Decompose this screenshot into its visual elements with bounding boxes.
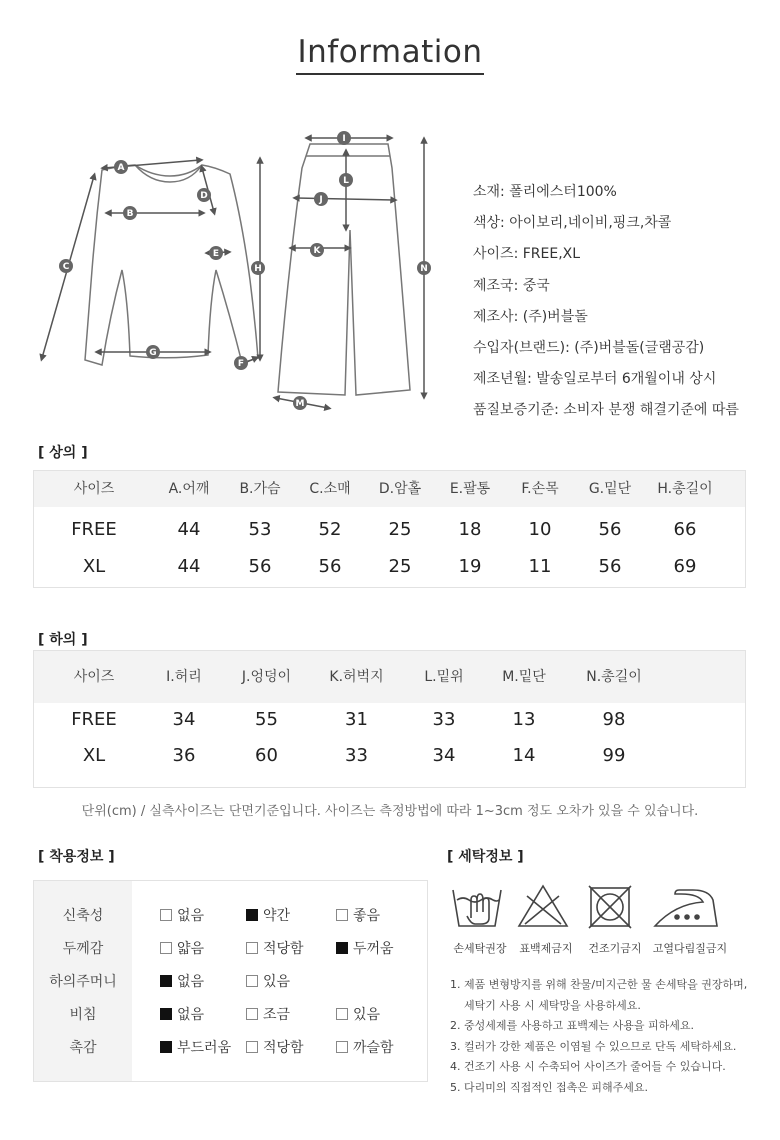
label-e [209, 246, 223, 260]
info-color: 색상: 아이보리,네이비,핑크,차콜 [473, 215, 672, 232]
label-n [417, 261, 431, 275]
top-row-xl-f: 11 [528, 556, 552, 577]
top-size-table [33, 470, 746, 588]
top-row-free-f: 10 [528, 519, 552, 540]
measurement-diagram [30, 120, 450, 420]
top-row-xl-b: 56 [248, 556, 272, 577]
bottom-header-l: L.밑위 [424, 669, 464, 685]
checkbox-checked-icon [160, 1008, 172, 1020]
info-manufacturer: 제조사: (주)버블돌 [473, 308, 588, 325]
wash-note-5: 5. 다리미의 직접적인 접촉은 피해주세요. [450, 1080, 648, 1094]
bottom-row-free-size: FREE [71, 709, 117, 730]
label-b [123, 206, 137, 220]
bottom-row-free-i: 34 [172, 709, 196, 730]
checkbox-icon [246, 1041, 258, 1053]
top-header-f: F.손목 [521, 481, 559, 497]
bottom-section-label: [ 하의 ] [38, 632, 88, 648]
svg-text:M: M [295, 399, 305, 409]
bottom-row-free-n: 98 [602, 709, 626, 730]
sheer-option-yes: 있음 [336, 1004, 380, 1024]
bottom-header-i: I.허리 [166, 669, 202, 685]
svg-text:H: H [254, 264, 262, 274]
wash-label-iron: 고열다림질금지 [652, 942, 728, 955]
hand-wash-icon [453, 890, 501, 926]
stretch-option-good: 좋음 [336, 905, 380, 925]
svg-text:A: A [117, 163, 125, 173]
bottom-header-k: K.허벅지 [329, 669, 384, 685]
thickness-option-thick: 두꺼움 [336, 938, 394, 958]
label-i [337, 131, 351, 145]
bottom-row-free-j: 55 [255, 709, 278, 730]
wear-label-sheer: 비침 [69, 1007, 97, 1023]
label-h [251, 261, 265, 275]
label-m [293, 396, 307, 410]
top-row-free-c: 52 [318, 519, 342, 540]
bottom-size-table [33, 650, 746, 788]
top-header-b: B.가슴 [239, 481, 281, 497]
svg-text:I: I [342, 134, 346, 144]
info-size: 사이즈: FREE,XL [473, 246, 581, 263]
wash-label-bleach: 표백제금지 [519, 942, 573, 955]
top-row-xl-h: 69 [673, 556, 697, 577]
iron-icon [655, 890, 717, 926]
checkbox-checked-icon [160, 1041, 172, 1053]
bottom-row-xl-size: XL [82, 745, 106, 766]
checkbox-checked-icon [246, 909, 258, 921]
label-k [310, 243, 324, 257]
wear-label-thickness: 두께감 [62, 941, 104, 957]
wear-info-table [33, 880, 428, 1082]
wear-label-stretch: 신축성 [62, 908, 104, 924]
bottom-header-size: 사이즈 [73, 669, 115, 685]
product-info-list [473, 180, 739, 430]
svg-text:K: K [313, 246, 321, 256]
top-header-a: A.어깨 [168, 481, 210, 497]
wash-note-1-cont: 세탁기 사용 시 세탁망을 사용하세요. [464, 998, 641, 1012]
wash-note-2: 2. 중성세제를 사용하고 표백제는 사용을 피하세요. [450, 1019, 694, 1032]
wear-label-texture: 촉감 [69, 1040, 97, 1056]
checkbox-icon [160, 909, 172, 921]
top-section-label: [ 상의 ] [38, 445, 88, 461]
top-header-g: G.밑단 [588, 481, 632, 497]
top-row-free-h: 66 [673, 519, 697, 540]
bottom-row-xl-j: 60 [255, 745, 278, 766]
page-title [0, 34, 780, 70]
label-d [197, 188, 211, 202]
checkbox-checked-icon [336, 942, 348, 954]
top-row-free-d: 25 [388, 519, 412, 540]
bottom-header-j: J.엉덩이 [241, 669, 292, 685]
label-g [146, 345, 160, 359]
stretch-option-none: 없음 [160, 905, 204, 925]
wash-notes [450, 975, 747, 1098]
bottom-row-free-k: 31 [345, 709, 368, 730]
checkbox-icon [336, 1008, 348, 1020]
checkbox-checked-icon [160, 975, 172, 987]
svg-text:B: B [126, 209, 134, 219]
wash-note-3: 3. 컬러가 강한 제품은 이염될 수 있으므로 단독 세탁하세요. [450, 1039, 737, 1053]
checkbox-icon [246, 1008, 258, 1020]
no-bleach-icon [519, 886, 567, 926]
texture-option-rough: 까슬함 [336, 1037, 394, 1057]
svg-text:J: J [319, 195, 323, 205]
top-header-size: 사이즈 [73, 481, 115, 497]
top-row-free-e: 18 [458, 519, 482, 540]
top-row-xl-a: 44 [177, 556, 201, 577]
size-note: 단위(cm) / 실측사이즈는 단면기준입니다. 사이즈는 측정방법에 따라 1~3cm 정도 오차가 있을 수 있습니다. [81, 804, 699, 819]
wear-section-label: [ 착용정보 ] [38, 849, 115, 865]
info-warranty: 품질보증기준: 소비자 분쟁 해결기준에 따름 [473, 402, 739, 419]
wash-label-dryer: 건조기금지 [588, 942, 642, 955]
info-importer: 수입자(브랜드): (주)버블돌(글램공감) [473, 339, 705, 356]
no-tumble-dry-icon [589, 886, 631, 928]
wear-label-pocket: 하의주머니 [49, 974, 117, 990]
bottom-header-m: M.밑단 [502, 669, 546, 685]
bottom-row-xl-l: 34 [432, 745, 456, 766]
info-material: 소재: 폴리에스터100% [473, 184, 617, 200]
top-row-xl-d: 25 [388, 556, 412, 577]
label-l [339, 173, 353, 187]
checkbox-icon [160, 942, 172, 954]
top-header-e: E.팔통 [449, 481, 491, 497]
page-title-text: Information [296, 34, 485, 75]
wash-label-hand: 손세탁권장 [453, 942, 507, 955]
bottom-row-xl-m: 14 [512, 745, 536, 766]
wash-note-1: 1. 제품 변형방지를 위해 찬물/미지근한 물 손세탁을 권장하며, [450, 978, 748, 991]
checkbox-icon [336, 1041, 348, 1053]
top-row-xl-g: 56 [598, 556, 622, 577]
bottom-row-xl-k: 33 [345, 745, 368, 766]
texture-option-soft: 부드러움 [160, 1037, 231, 1057]
label-c [59, 259, 73, 273]
bottom-row-free-l: 33 [432, 709, 456, 730]
pocket-option-yes: 있음 [246, 971, 290, 991]
svg-text:E: E [212, 249, 220, 259]
svg-text:L: L [343, 176, 349, 186]
bottom-row-xl-n: 99 [602, 745, 626, 766]
pocket-option-none: 없음 [160, 971, 204, 991]
top-row-free-a: 44 [177, 519, 201, 540]
svg-text:D: D [200, 191, 208, 201]
label-j [314, 192, 328, 206]
svg-text:C: C [62, 262, 70, 272]
top-header-c: C.소매 [309, 481, 351, 497]
top-row-xl-c: 56 [318, 556, 342, 577]
svg-text:G: G [149, 348, 157, 358]
top-row-free-size: FREE [71, 519, 117, 540]
top-row-xl-e: 19 [458, 556, 482, 577]
info-country: 제조국: 중국 [473, 277, 550, 294]
bottom-row-xl-i: 36 [172, 745, 196, 766]
wash-section-label: [ 세탁정보 ] [447, 849, 524, 865]
label-a [114, 160, 128, 174]
bottom-header-n: N.총길이 [586, 669, 642, 685]
thickness-option-thin: 얇음 [160, 938, 204, 958]
wash-note-4: 4. 건조기 사용 시 수축되어 사이즈가 줄어들 수 있습니다. [450, 1060, 726, 1073]
top-row-free-g: 56 [598, 519, 622, 540]
top-row-xl-size: XL [82, 556, 106, 577]
texture-option-medium: 적당함 [246, 1037, 304, 1057]
top-row-free-b: 53 [248, 519, 272, 540]
checkbox-icon [246, 942, 258, 954]
label-f [234, 356, 248, 370]
info-date: 제조년월: 발송일로부터 6개월이내 상시 [473, 371, 717, 388]
sheer-option-none: 없음 [160, 1004, 204, 1024]
bottom-row-free-m: 13 [512, 709, 536, 730]
checkbox-icon [246, 975, 258, 987]
sheer-option-slight: 조금 [246, 1004, 290, 1024]
thickness-option-medium: 적당함 [246, 938, 304, 958]
svg-text:F: F [237, 359, 245, 369]
top-header-d: D.암홀 [378, 481, 422, 497]
top-garment-icon [85, 165, 258, 365]
stretch-option-slight: 약간 [246, 905, 290, 925]
top-header-h: H.총길이 [657, 481, 713, 497]
svg-text:N: N [420, 264, 428, 274]
checkbox-icon [336, 909, 348, 921]
